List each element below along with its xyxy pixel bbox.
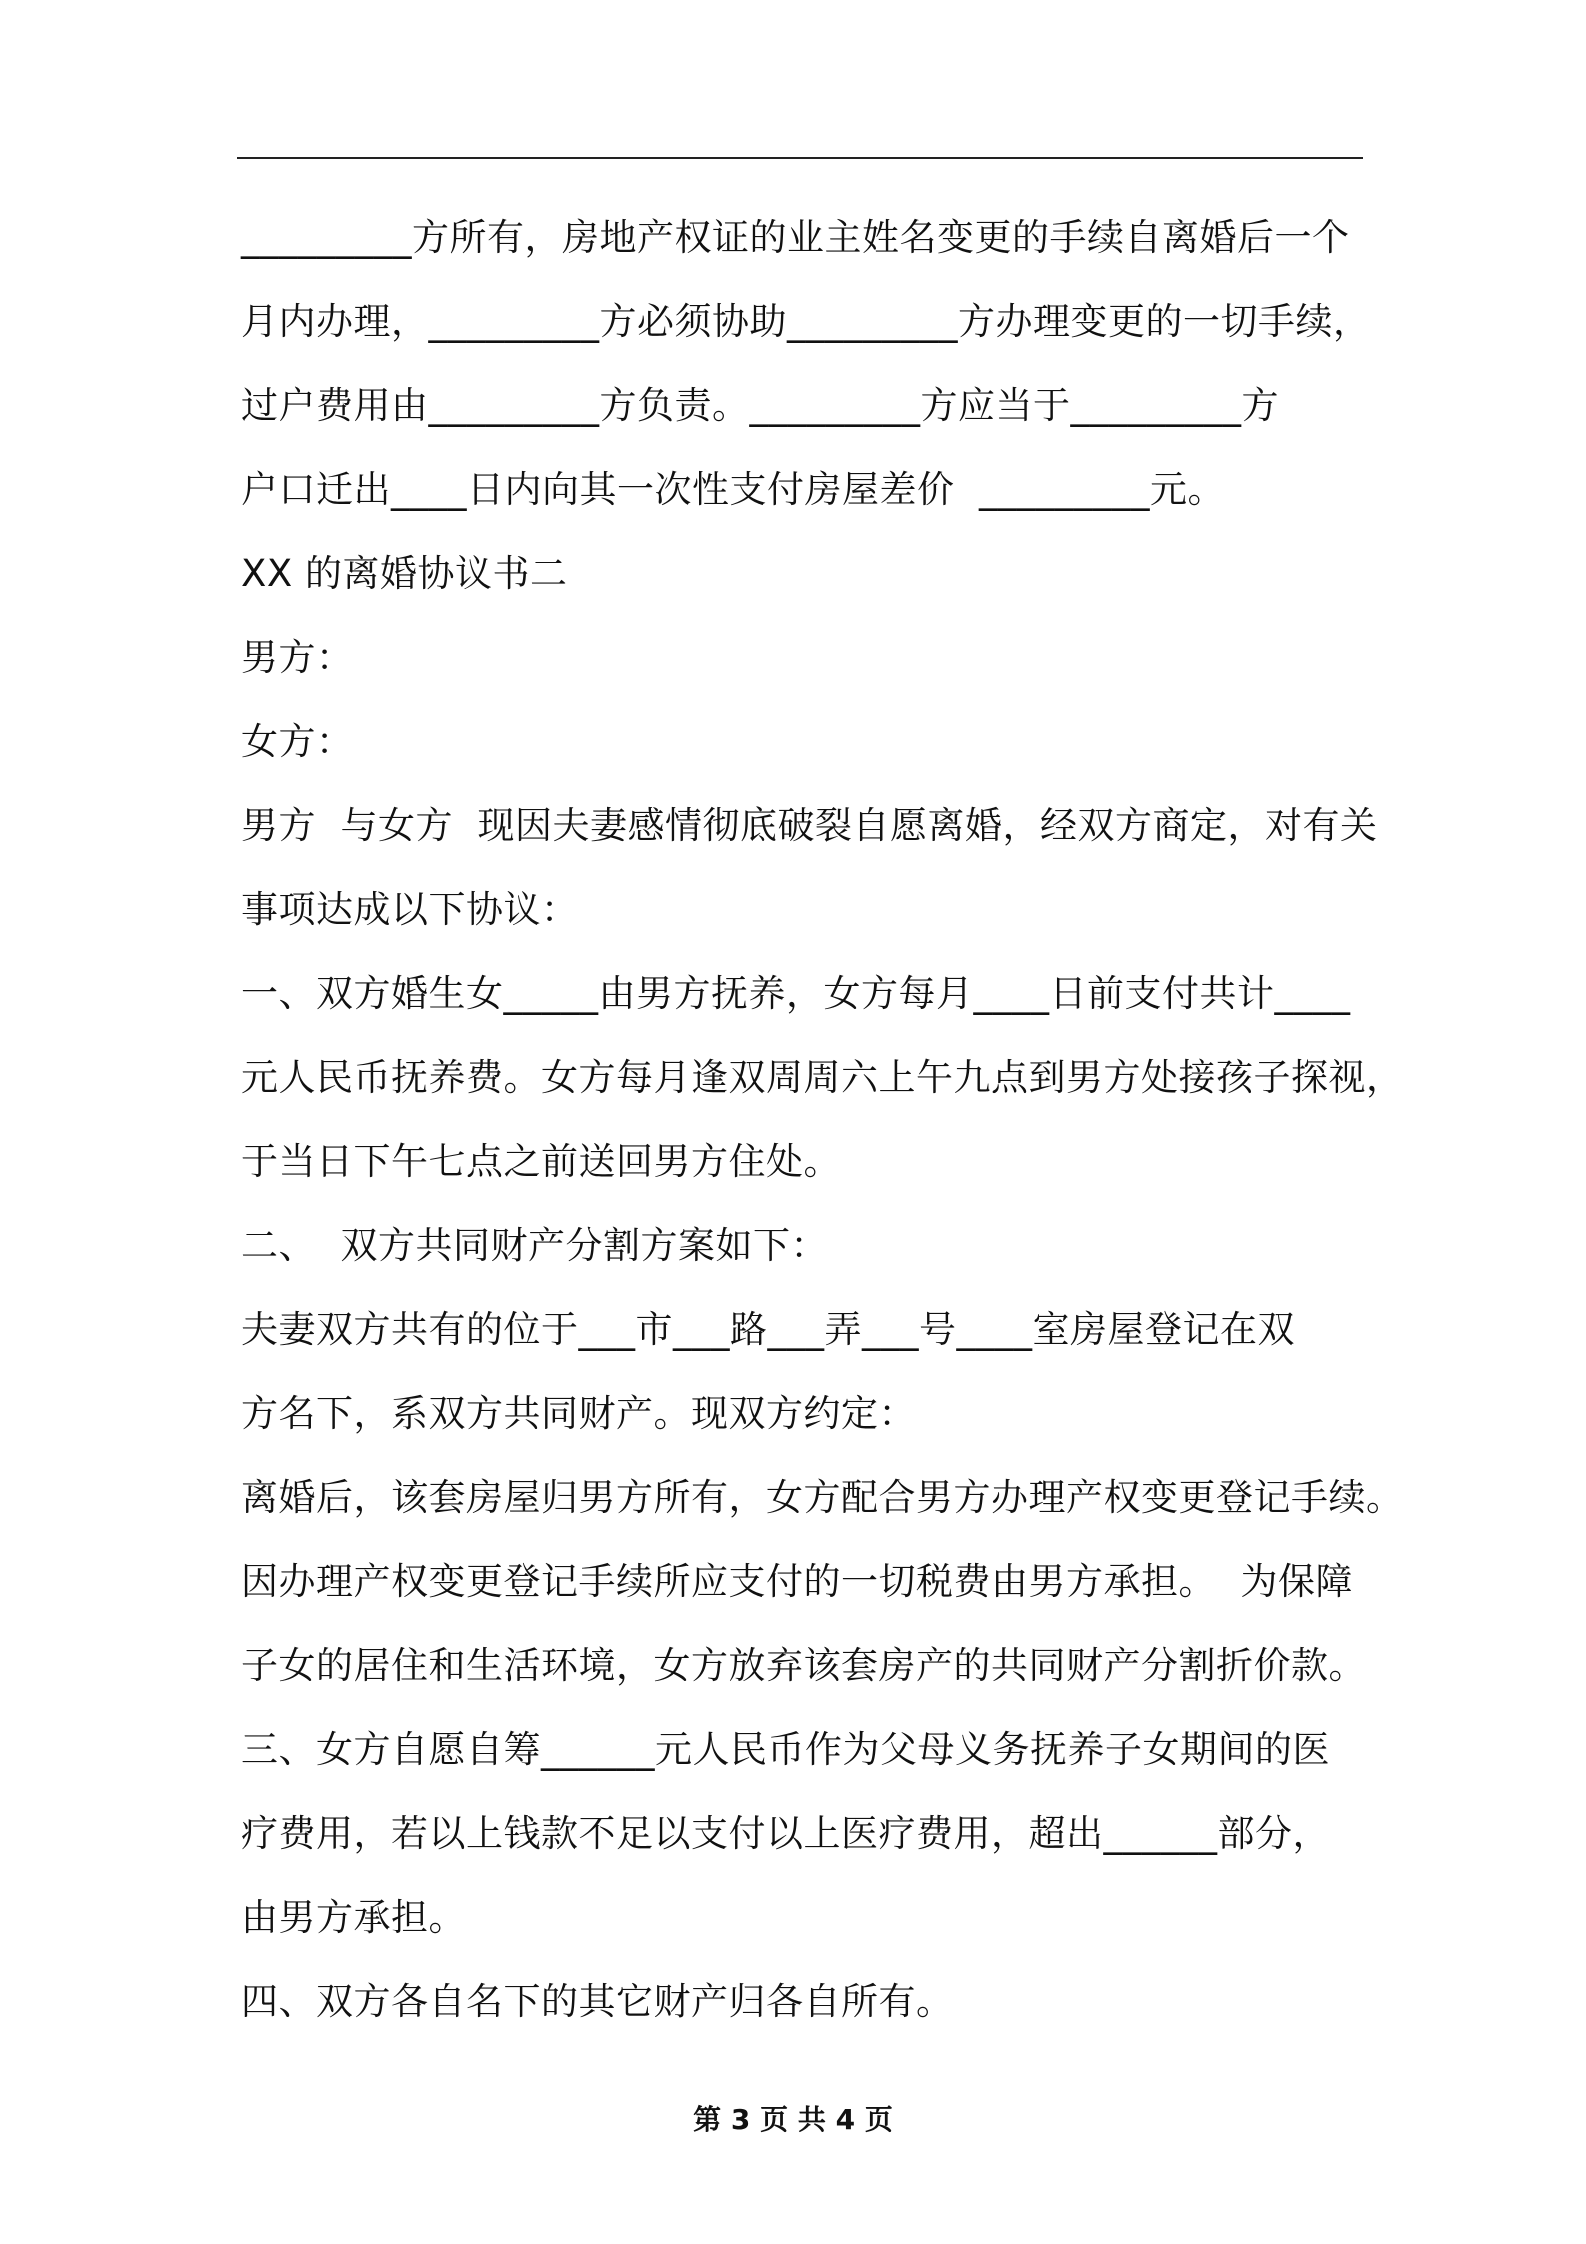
- text-line: 户口迁出____日内向其一次性支付房屋差价 _________元。: [241, 468, 1226, 511]
- header-rule: [237, 157, 1363, 159]
- text-line: 元人民币抚养费。女方每月逢双周周六上午九点到男方处接孩子探视，: [241, 1056, 1404, 1099]
- text-line: 一、双方婚生女_____由男方抚养，女方每月____日前支付共计____: [241, 972, 1351, 1015]
- text-line: 夫妻双方共有的位于___市___路___弄___号____室房屋登记在双: [241, 1308, 1295, 1351]
- section-title: XX 的离婚协议书二: [241, 552, 568, 595]
- text-line: _________方所有，房地产权证的业主姓名变更的手续自离婚后一个: [241, 216, 1350, 259]
- text-line: 事项达成以下协议：: [241, 888, 579, 931]
- text-line: 于当日下午七点之前送回男方住处。: [241, 1140, 841, 1183]
- document-body: [241, 196, 1404, 2044]
- text-line: 二、 双方共同财产分割方案如下：: [241, 1224, 829, 1267]
- text-line: 由男方承担。: [241, 1896, 466, 1939]
- text-line: 三、女方自愿自筹______元人民币作为父母义务抚养子女期间的医: [241, 1728, 1330, 1771]
- text-line: 男方 与女方 现因夫妻感情彻底破裂自愿离婚，经双方商定，对有关: [241, 804, 1378, 847]
- text-line: 离婚后，该套房屋归男方所有，女方配合男方办理产权变更登记手续。: [241, 1476, 1404, 1519]
- text-line: 疗费用，若以上钱款不足以支付以上医疗费用，超出______部分，: [241, 1812, 1330, 1855]
- text-line: 子女的居住和生活环境，女方放弃该套房产的共同财产分割折价款。: [241, 1644, 1366, 1687]
- text-line: 方名下，系双方共同财产。现双方约定：: [241, 1392, 916, 1435]
- text-line: 女方：: [241, 720, 354, 763]
- text-line: 男方：: [241, 636, 354, 679]
- text-line: 过户费用由_________方负责。_________方应当于_________方: [241, 384, 1279, 427]
- text-line: 四、双方各自名下的其它财产归各自所有。: [241, 1980, 954, 2023]
- text-line: 因办理产权变更登记手续所应支付的一切税费由男方承担。 为保障: [241, 1560, 1354, 1603]
- text-line: 月内办理，_________方必须协助_________方办理变更的一切手续，: [241, 300, 1371, 343]
- page-indicator: 第 3 页 共 4 页: [693, 2103, 893, 2136]
